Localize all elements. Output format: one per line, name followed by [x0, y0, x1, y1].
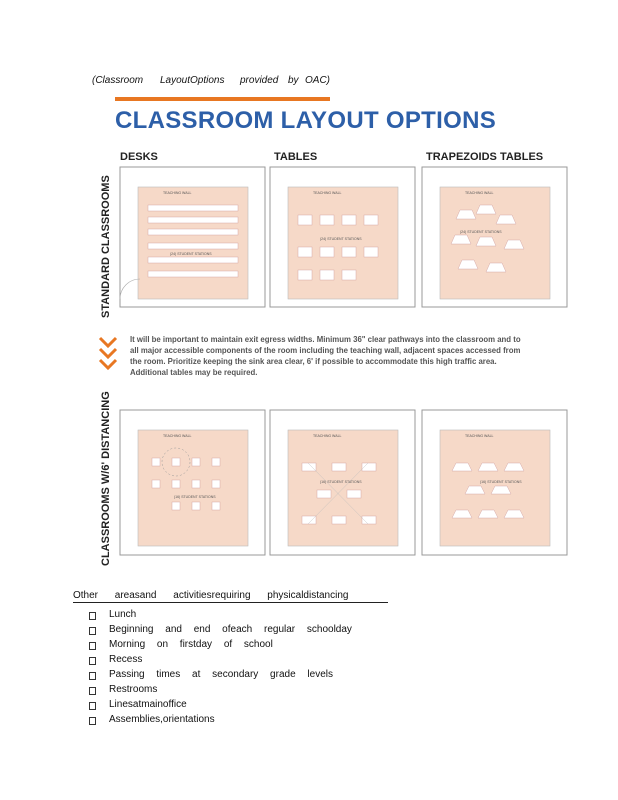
plan-label: (24) STUDENT STATIONS	[170, 252, 212, 256]
plan-label: TEACHING WALL	[313, 191, 342, 195]
plan-label: TEACHING WALL	[465, 434, 494, 438]
list-item-label: Lunch	[109, 609, 137, 620]
floor-plan-tables-distancing	[268, 408, 418, 558]
plan-label: TEACHING WALL	[163, 434, 192, 438]
caption-part: provided	[240, 75, 279, 86]
list-item-label: Linesatmainoffice	[109, 699, 187, 710]
list-item	[73, 669, 388, 684]
checkbox-icon	[89, 717, 96, 725]
checkbox-icon	[89, 657, 96, 665]
checkbox-icon	[89, 642, 96, 650]
plan-label: (24) STUDENT STATIONS	[460, 230, 502, 234]
plan-label: (16) STUDENT STATIONS	[320, 480, 362, 484]
floor-plan-desks-distancing	[118, 408, 268, 558]
list-item-label: Restrooms	[109, 684, 158, 695]
list-item-label: Passing times at secondary grade levels	[109, 669, 333, 680]
floor-plan-desks-standard	[118, 165, 268, 310]
row-label-standard: STANDARD CLASSROOMS	[100, 175, 112, 318]
checkbox-icon	[89, 627, 96, 635]
caption-part: OAC)	[305, 75, 330, 86]
row-label-distancing: CLASSROOMS W/6' DISTANCING	[100, 391, 112, 566]
page-title: CLASSROOM LAYOUT OPTIONS	[115, 107, 497, 134]
caption-part: LayoutOptions	[160, 75, 225, 86]
orange-rule	[115, 97, 330, 101]
list-item-label: Assemblies,orientations	[109, 714, 215, 725]
other-areas-title: Other areasand activitiesrequiring physicaldistancing	[73, 590, 388, 603]
list-item	[73, 714, 388, 729]
column-header-desks: DESKS	[120, 151, 158, 163]
list-item	[73, 654, 388, 669]
list-item	[73, 699, 388, 714]
egress-note: It will be important to maintain exit egress widths. Minimum 36" clear pathways into the classroom and to all major accessible components of the room including the teaching wall, adjacent spaces accessed from the room. Prioritize keeping the sink area clear, 6' if possible to accommodate this high traffic area. Additional tables may be required.	[130, 335, 521, 377]
checkbox-icon	[89, 687, 96, 695]
plan-label: (24) STUDENT STATIONS	[320, 237, 362, 241]
checkbox-icon	[89, 702, 96, 710]
list-item-label: Beginning and end ofeach regular schoolday	[109, 624, 352, 635]
floor-plan-trapezoids-distancing	[420, 408, 570, 558]
list-item-label: Recess	[109, 654, 143, 665]
chevron-down-icon	[98, 336, 118, 372]
other-areas-list	[73, 609, 388, 729]
plan-label: (16) STUDENT STATIONS	[480, 480, 522, 484]
list-item-label: Morning on firstday of school	[109, 639, 273, 650]
caption-part: by	[288, 75, 299, 86]
column-header-tables: TABLES	[274, 151, 318, 163]
checkbox-icon	[89, 612, 96, 620]
plan-label: TEACHING WALL	[465, 191, 494, 195]
checkbox-icon	[89, 672, 96, 680]
list-item	[73, 639, 388, 654]
plan-label: TEACHING WALL	[313, 434, 342, 438]
list-item	[73, 684, 388, 699]
floor-plan-trapezoids-standard	[420, 165, 570, 310]
caption-part: (Classroom	[92, 75, 144, 86]
plan-label: TEACHING WALL	[163, 191, 192, 195]
list-item	[73, 609, 388, 624]
column-header-trapezoids: TRAPEZOIDS TABLES	[426, 151, 544, 163]
floor-plan-tables-standard	[268, 165, 418, 310]
list-item	[73, 624, 388, 639]
plan-label: (16) STUDENT STATIONS	[174, 495, 216, 499]
other-areas	[73, 590, 388, 729]
